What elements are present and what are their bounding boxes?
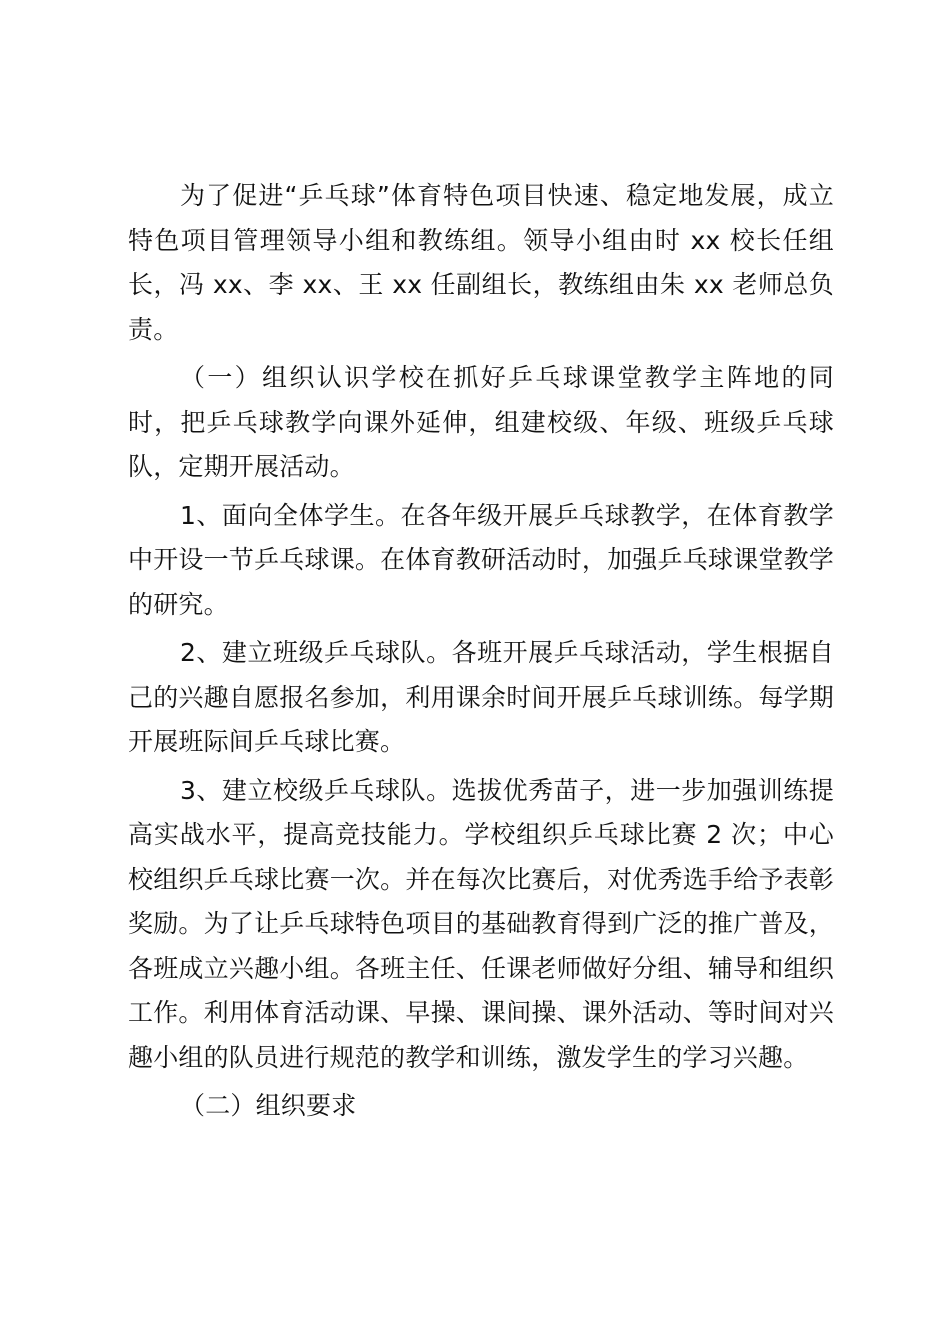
document-page: [128, 174, 834, 1133]
item-three-paragraph: 3、建立校级乒乓球队。选拔优秀苗子，进一步加强训练提高实战水平，提高竞技能力。学校组织乒乓球比赛 2 次；中心校组织乒乓球比赛一次。并在每次比赛后，对优秀选手给予表彰奖励。为了让乒乓球特色项目的基础教育得到广泛的推广普及，各班成立兴趣小组。各班主任、任课老师做好分组、辅导和组织工作。利用体育活动课、早操、课间操、课外活动、等时间对兴趣小组的队员进行规范的教学和训练，激发学生的学习兴趣。: [128, 775, 834, 1072]
section-two-heading: （二）组织要求: [180, 1091, 357, 1120]
intro-paragraph: 为了促进“乒乓球”体育特色项目快速、稳定地发展，成立特色项目管理领导小组和教练组。领导小组由时 xx 校长任组长，冯 xx、李 xx、王 xx 任副组长，教练组由朱 xx 老师总负责。: [128, 181, 834, 344]
item-one-paragraph: 1、面向全体学生。在各年级开展乒乓球教学，在体育教学中开设一节乒乓球课。在体育教研活动时，加强乒乓球课堂教学的研究。: [128, 500, 834, 619]
item-two-paragraph: 2、建立班级乒乓球队。各班开展乒乓球活动，学生根据自己的兴趣自愿报名参加，利用课余时间开展乒乓球训练。每学期开展班际间乒乓球比赛。: [128, 638, 834, 756]
section-one-paragraph: （一）组织认识学校在抓好乒乓球课堂教学主阵地的同时，把乒乓球教学向课外延伸，组建校级、年级、班级乒乓球队，定期开展活动。: [128, 363, 834, 481]
